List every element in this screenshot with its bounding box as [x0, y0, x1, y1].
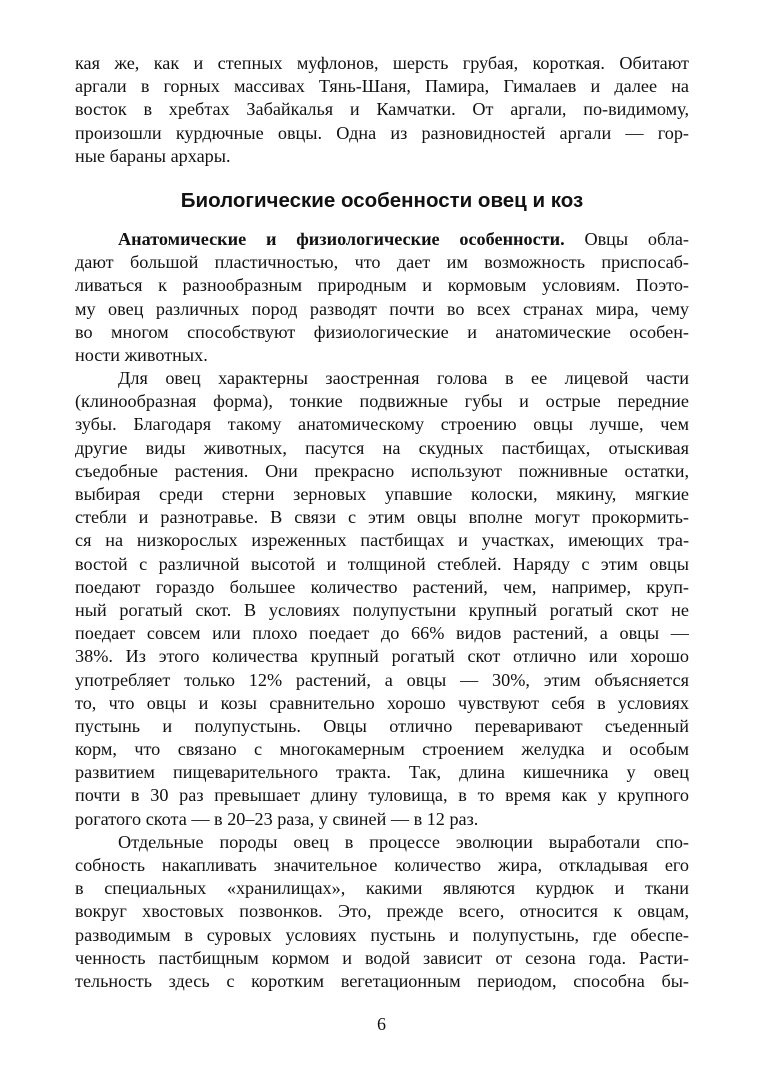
text-line: ный рогатый скот. В условиях полупустыни крупный рогатый скот не [75, 599, 689, 620]
text-line: тельность здесь с коротким вегетационным периодом, способна бы- [75, 970, 689, 991]
page-number: 6 [377, 1014, 386, 1034]
text-line: пустынь и полупустынь. Овцы отлично переваривают съеденный [75, 715, 689, 736]
paragraph-lead-bold: Анатомические и физиологические особенности. [118, 228, 565, 249]
text-line: выбирая среди стерни зерновых упавшие колоски, мякину, мягкие [75, 484, 689, 504]
paragraph-lead-rest: Овцы обла- [564, 228, 689, 249]
text-line: му овец различных пород разводят почти во всех странах мира, чему [75, 298, 689, 319]
text-line: съедобные растения. Они прекрасно используют пожнивные остатки, [75, 460, 689, 481]
text-line: ся на низкорослых изреженных пастбищах и участках, имеющих тра- [75, 530, 689, 551]
text-line: дают большой пластичностью, что дает им возможность приспосаб- [75, 252, 689, 273]
text-line: почти в 30 раз превышает длину туловища, в то время как у крупного [75, 785, 689, 806]
section-heading: Биологические особенности овец и коз [180, 188, 584, 212]
intro-paragraph [75, 52, 689, 168]
text-line: Отдельные породы овец в процессе эволюции выработали спо- [118, 831, 689, 852]
paragraph-anatomy [75, 228, 689, 367]
text-line: востой с различной высотой и толщиной стеблей. Наряду с этим овцы [75, 553, 689, 574]
text-line: ченность пастбищным кормом и водой зависит от сезона года. Расти- [75, 947, 689, 968]
text-line: восток в хребтах Забайкалья и Камчатки. От аргали, по-видимому, [75, 99, 689, 120]
page-content [75, 52, 689, 993]
text-line: собность накапливать значительное количество жира, откладывая его [75, 855, 689, 875]
text-line: поедают гораздо большее количество растений, чем, например, круп- [75, 576, 689, 597]
text-line: ливаться к разнообразным природным и кормовым условиям. Поэто- [75, 275, 689, 296]
text-line [75, 228, 689, 251]
text-line: в специальных «хранилищах», какими являются курдюк и ткани [75, 878, 689, 899]
text-line: зубы. Благодаря такому анатомическому строению овцы лучше, чем [75, 414, 689, 435]
text-line: разводимым в суровых условиях пустынь и полупустынь, где обеспе- [75, 924, 689, 945]
text-line: во многом способствуют физиологические и анатомические особен- [75, 321, 689, 342]
text-line: вокруг хвостовых позвонков. Это, прежде всего, относится к овцам, [75, 901, 689, 922]
text-line: кая же, как и степных муфлонов, шерсть грубая, короткая. Обитают [75, 53, 689, 73]
text-line: развитием пищеварительного тракта. Так, длина кишечника у овец [75, 762, 689, 783]
text-line: ные бараны архары. [75, 145, 231, 166]
text-line: произошли курдючные овцы. Одна из разновидностей аргали — гор- [75, 122, 689, 143]
text-line: 38%. Из этого количества крупный рогатый скот отлично или хорошо [75, 646, 689, 667]
text-line: поедает совсем или плохо поедает до 66% видов растений, а овцы — [75, 623, 689, 644]
text-line: аргали в горных массивах Тянь-Шаня, Памира, Гималаев и далее на [75, 76, 689, 97]
text-line: рогатого скота — в 20–23 раза, у свиней — в 12 раз. [75, 808, 479, 829]
text-line: то, что овцы и козы сравнительно хорошо чувствуют себя в условиях [75, 692, 689, 713]
text-line: употребляет только 12% растений, а овцы — 30%, этим объясняется [75, 669, 689, 690]
text-line: (клинообразная форма), тонкие подвижные губы и острые передние [75, 391, 689, 412]
paragraph-head-shape [75, 367, 689, 831]
text-line: Для овец характерны заостренная голова в ее лицевой части [118, 368, 689, 389]
paragraph-fat-storage [75, 831, 689, 993]
text-line: другие виды животных, пасутся на скудных пастбищах, отыскивая [75, 437, 689, 458]
text-line: стебли и разнотравье. В связи с этим овцы вполне могут прокормить- [75, 507, 689, 528]
text-line: корм, что связано с многокамерным строением желудка и особым [75, 739, 689, 760]
text-line: ности животных. [75, 344, 208, 365]
